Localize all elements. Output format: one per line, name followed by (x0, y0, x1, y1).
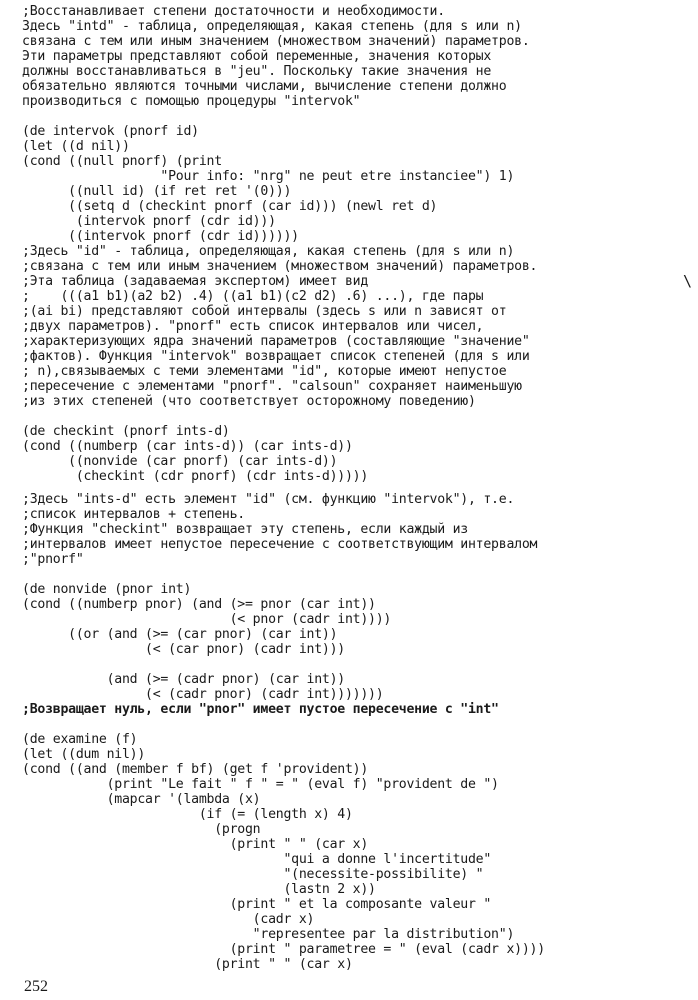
text-line: связана с тем или иным значением (множеством значений) параметров. (22, 34, 530, 49)
comment-line: ;список интервалов + степень. (22, 507, 245, 522)
text-line: должны восстанавливаться в "jeu". Поскольку такие значения не (22, 64, 492, 79)
code-line: ((setq d (checkint pnorf (car id))) (newl ret d) (22, 199, 438, 214)
comment-line: ;пересечение с элементами "pnorf". "calsoun" сохраняет наименьшую (22, 379, 522, 394)
code-line: (< (cadr pnor) (cadr int))))))) (22, 687, 384, 702)
code-line: "representee par la distribution") (22, 927, 515, 942)
text-line: Здесь "intd" - таблица, определяющая, какая степень (для s или n) (22, 19, 522, 34)
code-line: (de examine (f) (22, 732, 138, 747)
code-line: "(necessite-possibilite) " (22, 867, 484, 882)
comment-line: ;двух параметров). "pnorf" есть список интервалов или чисел, (22, 319, 484, 334)
code-line: ((intervok pnorf (cdr id)))))) (22, 229, 299, 244)
page-number: 252 (24, 978, 48, 995)
comment-line: ;Функция "checkint" возвращает эту степень, если каждый из (22, 522, 468, 537)
code-line: (< (car pnor) (cadr int))) (22, 642, 345, 657)
comment-line: ;фактов). Функция "intervok" возвращает список степеней (для s или (22, 349, 530, 364)
text-line: Эти параметры представляют собой переменные, значения которых (22, 49, 492, 64)
code-line: (intervok pnorf (cdr id))) (22, 214, 276, 229)
code-line: (checkint (cdr pnorf) (cdr ints-d))))) (22, 469, 369, 484)
comment-line: ;Эта таблица (задаваемая экспертом) имеет вид (22, 274, 369, 289)
comment-line: ;Здесь "ints-d" есть элемент "id" (см. функцию "intervok"), т.е. (22, 492, 515, 507)
code-line: (cond ((and (member f bf) (get f 'provident)) (22, 762, 369, 777)
code-line: (and (>= (cadr pnor) (car int)) (22, 672, 345, 687)
code-line: (progn (22, 822, 261, 837)
comment-line: ;связана с тем или иным значением (множеством значений) параметров. (22, 259, 538, 274)
comment-line: ;интервалов имеет непустое пересечение с соответствующим интервалом (22, 537, 538, 552)
code-line: (cond ((numberp (car ints-d)) (car ints-d)) (22, 439, 353, 454)
code-line: (print " et la composante valeur " (22, 897, 492, 912)
code-line: (< pnor (cadr int)))) (22, 612, 392, 627)
code-line: ((or (and (>= (car pnor) (car int)) (22, 627, 338, 642)
comment-line: ;"pnorf" (22, 552, 84, 567)
text-line: производиться с помощью процедуры "intervok" (22, 94, 361, 109)
margin-mark: \ (683, 272, 693, 290)
code-line: "qui a donne l'incertitude" (22, 852, 492, 867)
code-line: (cond ((numberp pnor) (and (>= pnor (car int)) (22, 597, 376, 612)
text-line: ;Восстанавливает степени достаточности и необходимости. (22, 4, 445, 19)
code-line: (if (= (length x) 4) (22, 807, 353, 822)
code-line: (print " " (car x) (22, 837, 369, 852)
code-line: (print "Le fait " f " = " (eval f) "provident de ") (22, 777, 499, 792)
code-line: (cadr x) (22, 912, 315, 927)
code-line: (lastn 2 x)) (22, 882, 376, 897)
comment-line: ;(ai bi) представляют собой интервалы (здесь s или n зависят от (22, 304, 507, 319)
code-line: (let ((dum nil)) (22, 747, 146, 762)
code-line: (print " parametree = " (eval (cadr x)))) (22, 942, 545, 957)
comment-line: ;Возвращает нуль, если "pnor" имеет пустое пересечение с "int" (22, 702, 499, 717)
code-line: (de nonvide (pnor int) (22, 582, 192, 597)
code-line: "Pour info: "nrg" ne peut etre instanciee") 1) (22, 169, 515, 184)
comment-line: ;Здесь "id" - таблица, определяющая, какая степень (для s или n) (22, 244, 515, 259)
code-line: (let ((d nil)) (22, 139, 130, 154)
code-line: ((nonvide (car pnorf) (car ints-d)) (22, 454, 338, 469)
comment-line: ; (((a1 b1)(a2 b2) .4) ((a1 b1)(c2 d2) .6) ...), где пары (22, 289, 484, 304)
code-line: ((null id) (if ret ret '(0))) (22, 184, 292, 199)
comment-line: ;из этих степеней (что соответствует осторожному поведению) (22, 394, 476, 409)
comment-line: ;характеризующих ядра значений параметров (составляющие "значение" (22, 334, 530, 349)
text-line: обязательно являются точными числами, вычисление степени должно (22, 79, 507, 94)
code-line: (de intervok (pnorf id) (22, 124, 199, 139)
code-line: (mapcar '(lambda (x) (22, 792, 261, 807)
code-line: (cond ((null pnorf) (print (22, 154, 222, 169)
comment-line: ; n),связываемых с теми элементами "id", которые имеют непустое (22, 364, 507, 379)
code-line: (print " " (car x) (22, 957, 353, 972)
code-line: (de checkint (pnorf ints-d) (22, 424, 230, 439)
